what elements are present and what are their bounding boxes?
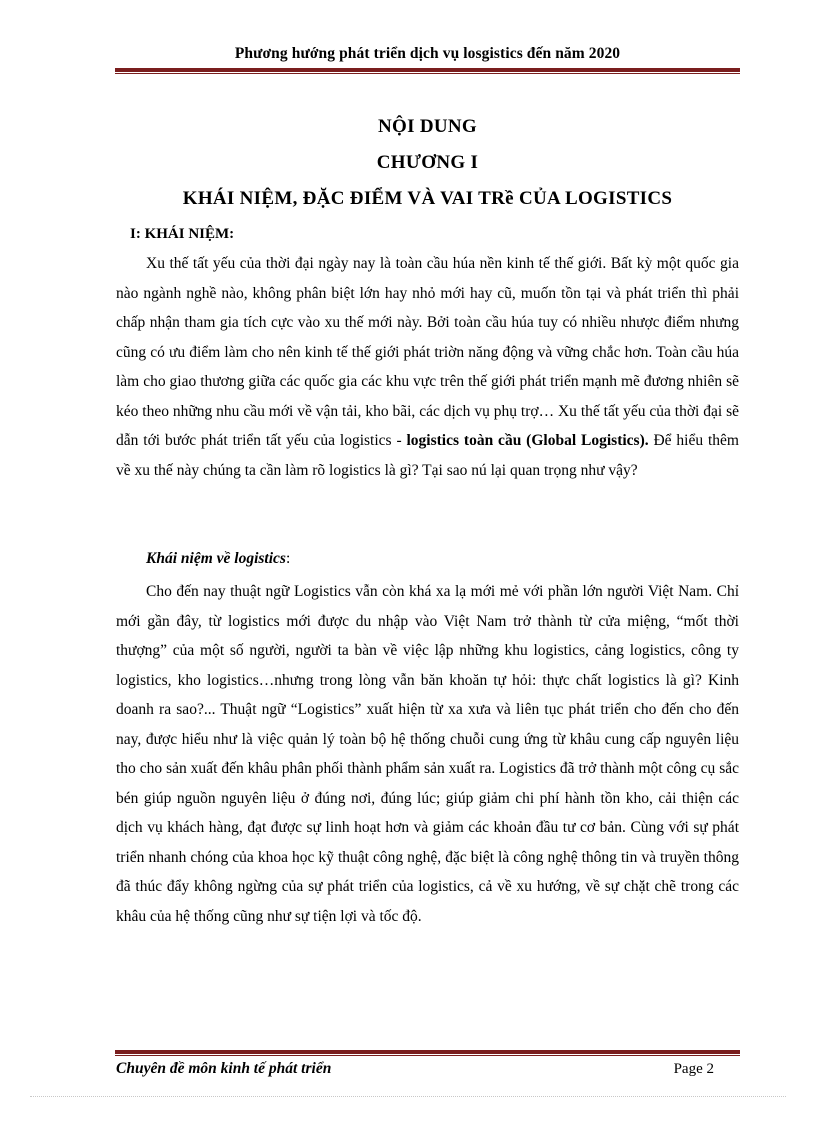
page-bottom-divider [30,1096,786,1097]
bold-term: logistics toàn cầu (Global Logistics). [406,432,649,449]
subsection-colon: : [285,550,291,567]
paragraph-logistics-definition: Cho đến nay thuật ngữ Logistics vẫn còn khá xa lạ mới mẻ với phần lớn người Việt Nam. Chỉ mới gần đây, từ logistics mới được du nhập vào Việt Nam trở thành từ cửa miệng, “mốt thời thượng” của một số người, người ta bàn về việc lập những khu logistics, cảng logistics, công ty logistics, kho logistics…nhưng trong lòng vẫn băn khoăn tự hỏi: thực chất logistics là gì? Kinh doanh ra sao?... Thuật ngữ “Logistics” xuất hiện từ xa xưa và liên tục phát triển cho đến cho đến nay, được hiểu như là việc quản lý toàn bộ hệ thống chuỗi cung ứng từ khâu cung cấp nguyên liệu tho cho sản xuất đến khâu phân phối thành phẩm sản xuất ra. Logistics đã trở thành một công cụ sắc bén giúp nguồn nguyên liệu ở đúng nơi, đúng lúc; giúp giảm chi phí hành tồn kho, cải thiện các dịch vụ khách hàng, đạt được sự linh hoạt hơn và giảm các khoản đầu tư cơ bản. Cùng với sự phát triển nhanh chóng của khoa học kỹ thuật công nghệ, đặc biệt là công nghệ thông tin và truyền thông đã thúc đẩy không ngừng của sự phát triển của logistics, cả về xu hướng, về sự chặt chẽ trong các khâu của hệ thống cũng như sự tiện lợi và tốc độ. [116,583,739,925]
running-header-title: Phương hướng phát triển dịch vụ losgistics đến năm 2020 [234,45,621,62]
subsection-title: Khái niệm về logistics [146,550,286,567]
page-number: Page 2 [673,1061,714,1077]
footer-rule [115,1050,740,1056]
footer-course-title: Chuyên đề môn kinh tế phát triển [116,1060,332,1077]
header-rule [115,68,740,74]
section-label: I: KHÁI NIỆM: [130,226,235,242]
paragraph-globalization [116,249,739,485]
content-heading: NỘI DUNG [378,116,477,137]
paragraph-text: Xu thế tất yếu của thời đại ngày nay là toàn cầu húa nền kinh tế thế giới. Bất kỳ một quốc gia nào ngành nghề nào, không phân biệt lớn hay nhỏ mới hay cũ, muốn tồn tại và phát triển thì phải chấp nhận tham gia tích cực vào xu thế mới này. Bởi toàn cầu húa tuy có nhiều nhược điểm nhưng cũng có ưu điểm làm cho nên kinh tế thế giới phát triờn năng động và vững chắc hơn. Toàn cầu húa làm cho giao thương giữa các quốc gia các khu vực trên thế giới phát triển mạnh mẽ đương nhiên sẽ kéo theo những nhu cầu mới về vận tải, kho bãi, các dịch vụ phụ trợ… Xu thế tất yếu của thời đại sẽ dẫn tới bước phát triển tất yếu của logistics - [116,255,739,449]
paragraph-text: Để hiểu thêm về xu thế này chúng ta cần làm rõ logistics là gì? Tại sao nú lại quan trọng như vậy? [116,432,739,479]
chapter-title: KHÁI NIỆM, ĐẶC ĐIỂM VÀ VAI TRề CỦA LOGISTICS [182,188,673,209]
chapter-heading: CHƯƠNG I [376,152,479,173]
subsection-label [146,550,290,568]
